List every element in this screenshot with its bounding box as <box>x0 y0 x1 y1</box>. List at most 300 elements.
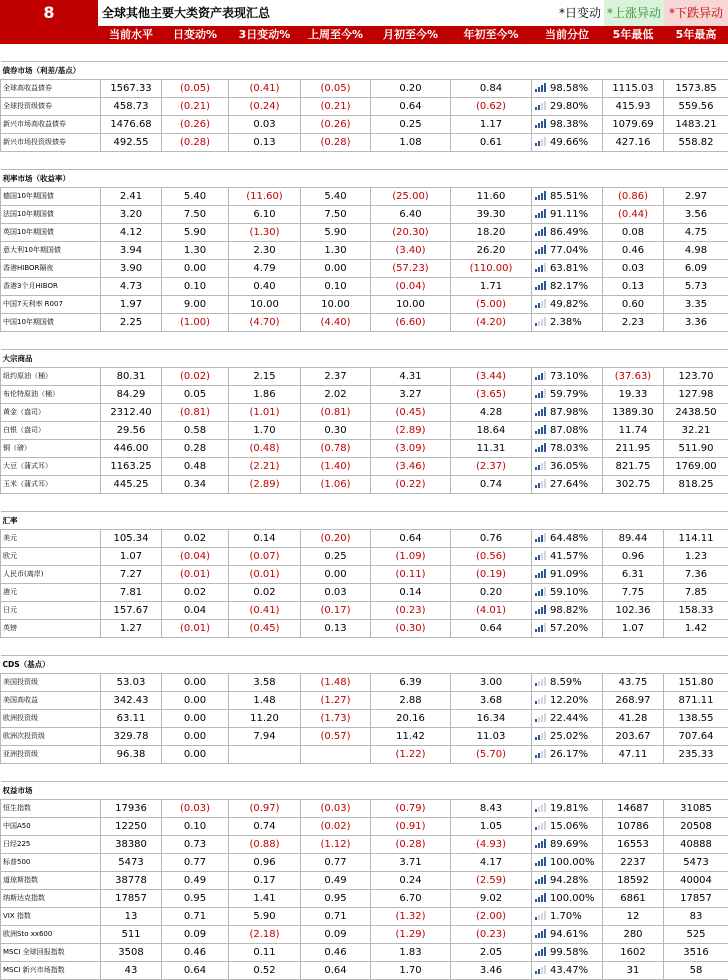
percentile-cell <box>532 818 603 836</box>
value-cell: (1.06) <box>301 476 371 494</box>
spacer-cell <box>1 44 101 62</box>
value-cell: 0.10 <box>162 818 229 836</box>
value-cell: 10.00 <box>301 296 371 314</box>
value-cell: (1.29) <box>371 926 451 944</box>
value-cell: 31085 <box>664 800 728 818</box>
value-cell: 0.25 <box>301 548 371 566</box>
spacer-cell <box>1 494 101 512</box>
value-cell: 1.23 <box>664 548 728 566</box>
value-cell: 0.10 <box>301 278 371 296</box>
percentile-value: 99.58% <box>550 947 588 958</box>
percentile-cell <box>532 854 603 872</box>
spacer-cell <box>603 332 664 350</box>
value-cell: (0.23) <box>371 602 451 620</box>
value-cell: 11.60 <box>451 188 532 206</box>
value-cell: 558.82 <box>664 134 728 152</box>
section-title: 利率市场（收益率） <box>1 170 728 188</box>
value-cell: (57.23) <box>371 260 451 278</box>
signal-bars-icon <box>535 623 547 632</box>
value-cell: 10.00 <box>229 296 301 314</box>
value-cell: (2.21) <box>229 458 301 476</box>
value-cell: (2.59) <box>451 872 532 890</box>
signal-bars-icon <box>535 371 547 380</box>
table-row <box>1 224 728 242</box>
table-row <box>1 854 728 872</box>
spacer-cell <box>162 764 229 782</box>
value-cell: (0.02) <box>162 368 229 386</box>
value-cell: 0.95 <box>162 890 229 908</box>
value-cell: 0.02 <box>162 530 229 548</box>
value-cell: 0.49 <box>301 872 371 890</box>
section-title: 债券市场（利差/基点） <box>1 62 728 80</box>
spacer-cell <box>664 494 728 512</box>
col-header-mtd: 月初至今% <box>371 27 451 44</box>
percentile-value: 19.81% <box>550 803 588 814</box>
spacer-cell <box>532 764 603 782</box>
value-cell: 0.76 <box>451 530 532 548</box>
value-cell: 1476.68 <box>101 116 162 134</box>
signal-bars-icon <box>535 857 547 866</box>
spacer-cell <box>229 152 301 170</box>
value-cell: 4.98 <box>664 242 728 260</box>
value-cell: 26.20 <box>451 242 532 260</box>
value-cell: 3.56 <box>664 206 728 224</box>
value-cell: (0.45) <box>229 620 301 638</box>
value-cell: (1.12) <box>301 836 371 854</box>
value-cell: 3.90 <box>101 260 162 278</box>
value-cell: 39.30 <box>451 206 532 224</box>
col-header-5y-high: 5年最高 <box>664 27 728 44</box>
value-cell: 525 <box>664 926 728 944</box>
value-cell: 0.13 <box>301 620 371 638</box>
value-cell: 38380 <box>101 836 162 854</box>
value-cell: 0.09 <box>301 926 371 944</box>
value-cell: (0.30) <box>371 620 451 638</box>
value-cell: (0.01) <box>229 566 301 584</box>
percentile-value: 1.70% <box>550 911 582 922</box>
value-cell: 2.25 <box>101 314 162 332</box>
signal-bars-icon <box>535 389 547 398</box>
value-cell: 0.96 <box>229 854 301 872</box>
value-cell: 0.46 <box>603 242 664 260</box>
value-cell: 11.42 <box>371 728 451 746</box>
value-cell: (0.81) <box>301 404 371 422</box>
value-cell: 18.64 <box>451 422 532 440</box>
value-cell: 2.23 <box>603 314 664 332</box>
value-cell: 0.00 <box>162 746 229 764</box>
value-cell: 6861 <box>603 890 664 908</box>
value-cell: 280 <box>603 926 664 944</box>
value-cell: 80.31 <box>101 368 162 386</box>
table-row <box>1 368 728 386</box>
signal-bars-icon <box>535 749 547 758</box>
percentile-value: 78.03% <box>550 443 588 454</box>
value-cell: 0.25 <box>371 116 451 134</box>
value-cell: 6.40 <box>371 206 451 224</box>
value-cell: (0.04) <box>162 548 229 566</box>
value-cell <box>301 746 371 764</box>
row-name: 标普500 <box>1 854 101 872</box>
value-cell: 446.00 <box>101 440 162 458</box>
value-cell: 0.64 <box>451 620 532 638</box>
signal-bars-icon <box>535 947 547 956</box>
percentile-value: 15.06% <box>550 821 588 832</box>
page-number: 8 <box>0 0 98 26</box>
spacer-cell <box>162 638 229 656</box>
value-cell: 127.98 <box>664 386 728 404</box>
percentile-value: 41.57% <box>550 551 588 562</box>
row-name: 美国投资级 <box>1 674 101 692</box>
value-cell: 40888 <box>664 836 728 854</box>
section-header-row <box>1 782 728 800</box>
spacer-cell <box>101 152 162 170</box>
value-cell: 102.36 <box>603 602 664 620</box>
value-cell: 1567.33 <box>101 80 162 98</box>
value-cell: (3.46) <box>371 458 451 476</box>
percentile-value: 22.44% <box>550 713 588 724</box>
spacer-cell <box>532 332 603 350</box>
value-cell: (5.70) <box>451 746 532 764</box>
value-cell: (0.28) <box>301 134 371 152</box>
value-cell: (2.89) <box>371 422 451 440</box>
value-cell: (3.44) <box>451 368 532 386</box>
signal-bars-icon <box>535 425 547 434</box>
value-cell: 511 <box>101 926 162 944</box>
row-name: 新兴市场投资级债券 <box>1 134 101 152</box>
table-row <box>1 134 728 152</box>
value-cell: 511.90 <box>664 440 728 458</box>
value-cell: 0.58 <box>162 422 229 440</box>
value-cell: 9.00 <box>162 296 229 314</box>
percentile-cell <box>532 206 603 224</box>
row-name: 香港HIBOR隔夜 <box>1 260 101 278</box>
value-cell: 3.36 <box>664 314 728 332</box>
value-cell: 0.71 <box>162 908 229 926</box>
value-cell: 0.20 <box>371 80 451 98</box>
signal-bars-icon <box>535 713 547 722</box>
percentile-value: 57.20% <box>550 623 588 634</box>
header-row <box>1 27 728 44</box>
table-row <box>1 458 728 476</box>
value-cell: (0.97) <box>229 800 301 818</box>
percentile-cell <box>532 278 603 296</box>
table-row <box>1 242 728 260</box>
value-cell: 63.11 <box>101 710 162 728</box>
value-cell: 7.36 <box>664 566 728 584</box>
percentile-cell <box>532 728 603 746</box>
signal-bars-icon <box>535 443 547 452</box>
value-cell: 96.38 <box>101 746 162 764</box>
row-name: 恒生指数 <box>1 800 101 818</box>
value-cell: 18592 <box>603 872 664 890</box>
row-name: 人民币(离岸) <box>1 566 101 584</box>
spacer-row <box>1 764 728 782</box>
percentile-cell <box>532 908 603 926</box>
value-cell: (0.88) <box>229 836 301 854</box>
value-cell: 0.46 <box>162 944 229 962</box>
table-row <box>1 278 728 296</box>
signal-bars-icon <box>535 731 547 740</box>
spacer-cell <box>1 764 101 782</box>
percentile-value: 25.02% <box>550 731 588 742</box>
section-header-row <box>1 62 728 80</box>
value-cell: 3508 <box>101 944 162 962</box>
percentile-value: 26.17% <box>550 749 588 760</box>
value-cell: 1.70 <box>229 422 301 440</box>
section-title: 权益市场 <box>1 782 728 800</box>
signal-bars-icon <box>535 875 547 884</box>
value-cell: 2.15 <box>229 368 301 386</box>
spacer-cell <box>101 332 162 350</box>
spacer-row <box>1 44 728 62</box>
table-row <box>1 422 728 440</box>
value-cell: 0.74 <box>451 476 532 494</box>
table-row <box>1 746 728 764</box>
value-cell: (0.03) <box>301 800 371 818</box>
signal-bars-icon <box>535 209 547 218</box>
percentile-value: 91.11% <box>550 209 588 220</box>
value-cell: (0.21) <box>301 98 371 116</box>
percentile-cell <box>532 386 603 404</box>
value-cell: (6.60) <box>371 314 451 332</box>
value-cell: 1483.21 <box>664 116 728 134</box>
value-cell: (0.79) <box>371 800 451 818</box>
percentile-cell <box>532 746 603 764</box>
value-cell: (3.65) <box>451 386 532 404</box>
signal-bars-icon <box>535 101 547 110</box>
value-cell: 0.00 <box>162 674 229 692</box>
col-header-5y-low: 5年最低 <box>603 27 664 44</box>
table-row <box>1 800 728 818</box>
signal-bars-icon <box>535 119 547 128</box>
value-cell: 5.40 <box>301 188 371 206</box>
value-cell: 4.31 <box>371 368 451 386</box>
value-cell: 151.80 <box>664 674 728 692</box>
signal-bars-icon <box>535 317 547 326</box>
value-cell: (0.11) <box>371 566 451 584</box>
spacer-row <box>1 494 728 512</box>
row-name: 欧洲次投资级 <box>1 728 101 746</box>
row-name: 纽约原油（桶） <box>1 368 101 386</box>
percentile-cell <box>532 692 603 710</box>
value-cell: 3516 <box>664 944 728 962</box>
spacer-cell <box>162 332 229 350</box>
value-cell: (0.26) <box>301 116 371 134</box>
value-cell: 157.67 <box>101 602 162 620</box>
value-cell: 0.08 <box>603 224 664 242</box>
value-cell: (0.24) <box>229 98 301 116</box>
value-cell: (0.22) <box>371 476 451 494</box>
spacer-cell <box>532 638 603 656</box>
table-row <box>1 80 728 98</box>
value-cell: 0.11 <box>229 944 301 962</box>
value-cell: 114.11 <box>664 530 728 548</box>
spacer-cell <box>603 494 664 512</box>
value-cell: 0.64 <box>371 98 451 116</box>
value-cell: 0.64 <box>301 962 371 980</box>
spacer-cell <box>371 332 451 350</box>
value-cell: 0.00 <box>162 692 229 710</box>
signal-bars-icon <box>535 245 547 254</box>
asset-table <box>0 26 728 980</box>
value-cell: 6.70 <box>371 890 451 908</box>
value-cell: 1.08 <box>371 134 451 152</box>
section-title: 汇率 <box>1 512 728 530</box>
row-name: 欧元 <box>1 548 101 566</box>
signal-bars-icon <box>535 263 547 272</box>
signal-bars-icon <box>535 137 547 146</box>
percentile-cell <box>532 962 603 980</box>
percentile-value: 27.64% <box>550 479 588 490</box>
value-cell: 1.30 <box>162 242 229 260</box>
value-cell: (1.09) <box>371 548 451 566</box>
value-cell: 268.97 <box>603 692 664 710</box>
value-cell: 0.73 <box>162 836 229 854</box>
col-header-level: 当前水平 <box>101 27 162 44</box>
value-cell: 0.00 <box>162 710 229 728</box>
value-cell: 83 <box>664 908 728 926</box>
row-name: 新兴市场高收益债券 <box>1 116 101 134</box>
value-cell: 1769.00 <box>664 458 728 476</box>
percentile-value: 94.28% <box>550 875 588 886</box>
percentile-cell <box>532 314 603 332</box>
page-title: 全球其他主要大类资产表现汇总 <box>100 0 562 26</box>
value-cell: 20.16 <box>371 710 451 728</box>
table-row <box>1 674 728 692</box>
percentile-cell <box>532 566 603 584</box>
spacer-cell <box>451 494 532 512</box>
table-row <box>1 206 728 224</box>
value-cell: 2.37 <box>301 368 371 386</box>
value-cell: (25.00) <box>371 188 451 206</box>
value-cell: 9.02 <box>451 890 532 908</box>
table-row <box>1 818 728 836</box>
row-name: 欧洲投资级 <box>1 710 101 728</box>
percentile-cell <box>532 98 603 116</box>
value-cell: 1.71 <box>451 278 532 296</box>
spacer-cell <box>162 152 229 170</box>
section-header-row <box>1 512 728 530</box>
row-name: 日经225 <box>1 836 101 854</box>
value-cell: 211.95 <box>603 440 664 458</box>
value-cell: 5.90 <box>301 224 371 242</box>
col-header-name <box>1 27 101 44</box>
spacer-cell <box>371 494 451 512</box>
value-cell: 0.13 <box>229 134 301 152</box>
row-name: 道琼斯指数 <box>1 872 101 890</box>
value-cell: (2.00) <box>451 908 532 926</box>
percentile-cell <box>532 80 603 98</box>
percentile-value: 73.10% <box>550 371 588 382</box>
value-cell: 871.11 <box>664 692 728 710</box>
table-row <box>1 872 728 890</box>
percentile-cell <box>532 584 603 602</box>
percentile-value: 59.79% <box>550 389 588 400</box>
value-cell: (4.70) <box>229 314 301 332</box>
value-cell: 29.56 <box>101 422 162 440</box>
value-cell: 11.20 <box>229 710 301 728</box>
table-body <box>1 44 728 980</box>
value-cell: 2.05 <box>451 944 532 962</box>
row-name: 香港3个月HIBOR <box>1 278 101 296</box>
value-cell: 342.43 <box>101 692 162 710</box>
value-cell: 0.49 <box>162 872 229 890</box>
value-cell: 0.00 <box>301 566 371 584</box>
signal-bars-icon <box>535 227 547 236</box>
row-name: 法国10年期国债 <box>1 206 101 224</box>
value-cell: (2.89) <box>229 476 301 494</box>
spacer-cell <box>664 638 728 656</box>
row-name: 大豆（蒲式耳） <box>1 458 101 476</box>
value-cell: 4.17 <box>451 854 532 872</box>
value-cell: 3.00 <box>451 674 532 692</box>
value-cell: 559.56 <box>664 98 728 116</box>
value-cell: (0.17) <box>301 602 371 620</box>
value-cell: 10.00 <box>371 296 451 314</box>
value-cell: (0.21) <box>162 98 229 116</box>
spacer-cell <box>451 764 532 782</box>
percentile-value: 64.48% <box>550 533 588 544</box>
row-name: 黄金（盎司） <box>1 404 101 422</box>
value-cell: 7.27 <box>101 566 162 584</box>
value-cell: (0.57) <box>301 728 371 746</box>
value-cell: (1.40) <box>301 458 371 476</box>
value-cell: 0.17 <box>229 872 301 890</box>
value-cell: 0.03 <box>301 584 371 602</box>
table-row <box>1 386 728 404</box>
value-cell: 158.33 <box>664 602 728 620</box>
row-name: 全球高收益债券 <box>1 80 101 98</box>
percentile-cell <box>532 620 603 638</box>
signal-bars-icon <box>535 893 547 902</box>
percentile-value: 98.38% <box>550 119 588 130</box>
row-name: 白银（盎司） <box>1 422 101 440</box>
spacer-cell <box>451 152 532 170</box>
value-cell: 19.33 <box>603 386 664 404</box>
value-cell: 0.28 <box>162 440 229 458</box>
table-row <box>1 620 728 638</box>
percentile-cell <box>532 944 603 962</box>
value-cell: (1.30) <box>229 224 301 242</box>
table-row <box>1 404 728 422</box>
spacer-cell <box>101 764 162 782</box>
value-cell: (0.44) <box>603 206 664 224</box>
value-cell: 1.27 <box>101 620 162 638</box>
value-cell: (5.00) <box>451 296 532 314</box>
value-cell: 16553 <box>603 836 664 854</box>
value-cell: 0.96 <box>603 548 664 566</box>
value-cell: 1573.85 <box>664 80 728 98</box>
value-cell: 1602 <box>603 944 664 962</box>
value-cell: 2237 <box>603 854 664 872</box>
value-cell: (11.60) <box>229 188 301 206</box>
row-name: 铜（磅） <box>1 440 101 458</box>
spacer-cell <box>451 638 532 656</box>
value-cell: (3.40) <box>371 242 451 260</box>
col-header-ytd: 年初至今% <box>451 27 532 44</box>
value-cell: 1.07 <box>101 548 162 566</box>
value-cell: (0.01) <box>162 566 229 584</box>
value-cell: (0.03) <box>162 800 229 818</box>
percentile-cell <box>532 926 603 944</box>
value-cell: 707.64 <box>664 728 728 746</box>
value-cell: 2438.50 <box>664 404 728 422</box>
signal-bars-icon <box>535 479 547 488</box>
value-cell: 3.46 <box>451 962 532 980</box>
value-cell: (0.56) <box>451 548 532 566</box>
spacer-cell <box>371 638 451 656</box>
value-cell: (1.00) <box>162 314 229 332</box>
